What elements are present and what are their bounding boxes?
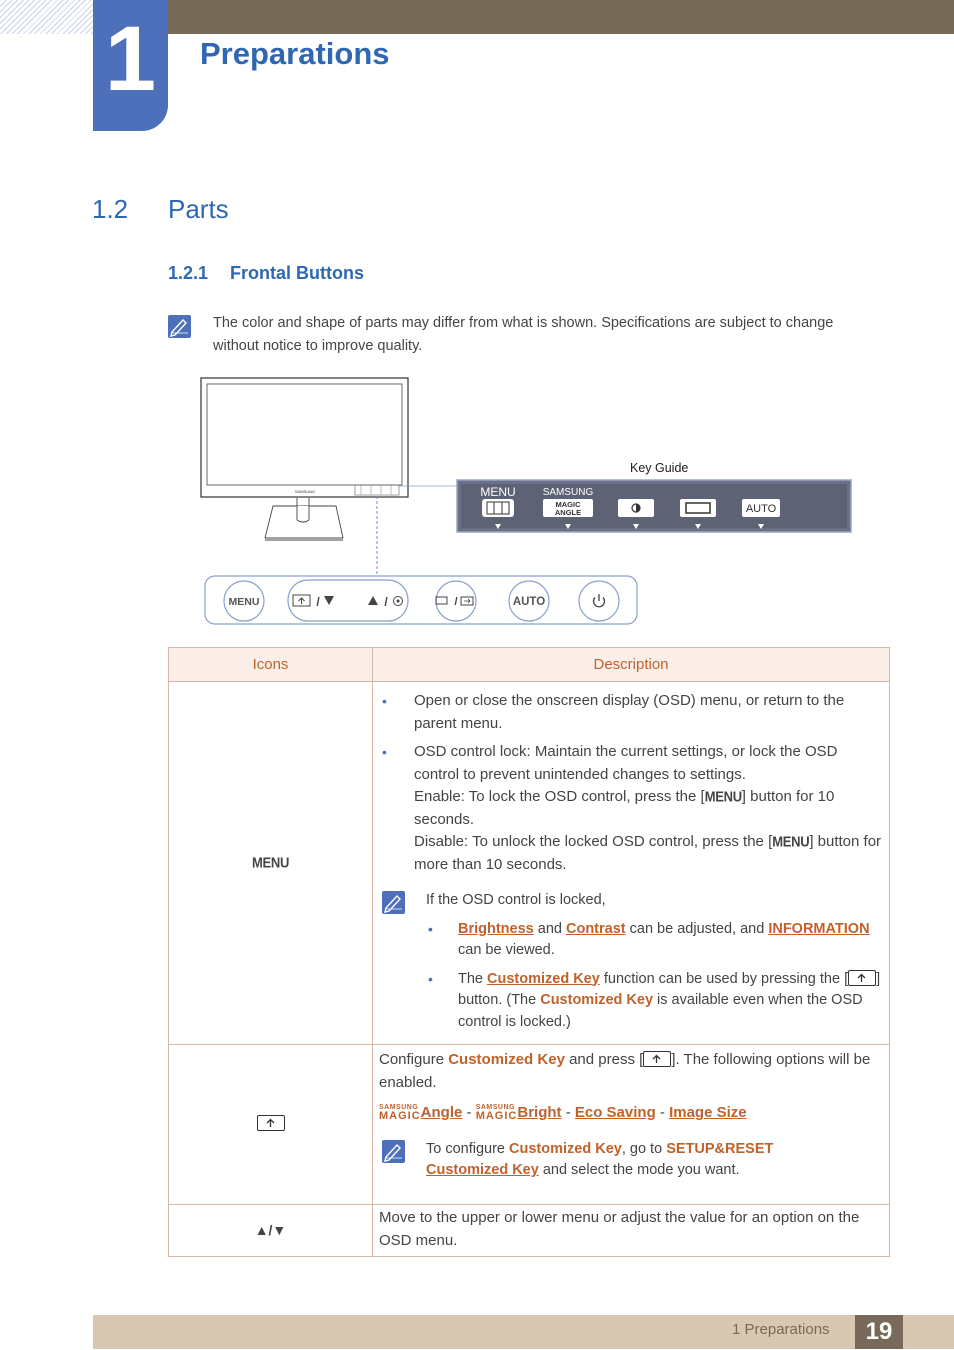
subsection-number: 1.2.1 — [168, 263, 209, 283]
menu-key-icon: MENU — [251, 853, 290, 871]
menu-key-icon: MENU — [772, 832, 810, 851]
image-size-link[interactable]: Image Size — [669, 1104, 747, 1121]
custom-options-list: SAMSUNG MAGIC Angle - SAMSUNG MAGIC Bright - Eco Saving - Image Size — [379, 1104, 747, 1122]
key-guide-menu-label: MENU — [480, 485, 516, 499]
customized-key-link[interactable]: Customized Key — [487, 970, 600, 987]
samsung-magic-logo: SAMSUNG MAGIC — [475, 1104, 518, 1122]
table-header-row — [169, 648, 890, 682]
customized-key-icon — [257, 1115, 285, 1131]
customized-key-icon — [643, 1051, 671, 1067]
section-number: 1.2 — [92, 194, 129, 224]
lock-note-bullet-2: • The Customized Key function can be used by pressing the [ ] button. (The Customized Key is available even when the OSD control is locked.) — [426, 969, 883, 1034]
header-hatch — [0, 0, 93, 34]
lock-note-bullet-1: • Brightness and Contrast can be adjusted, and INFORMATION can be viewed. — [426, 919, 883, 962]
menu-bullet-1: • Open or close the onscreen display (OSD) menu, or return to the parent menu. — [379, 690, 883, 735]
intro-note-text: The color and shape of parts may differ from what is shown. Specifications are subject to change without notice to improve quality. — [213, 315, 834, 354]
header-icons: Icons — [169, 648, 373, 682]
eco-saving-link[interactable]: Eco Saving — [574, 1104, 656, 1121]
note-pencil-icon — [168, 315, 191, 338]
note-pencil-icon — [382, 1140, 405, 1163]
updown-description-cell: Move to the upper or lower menu or adjust the value for an option on the OSD menu. — [373, 1205, 890, 1257]
footer-chapter-label: 1 Preparations — [732, 1321, 830, 1338]
brightness-link[interactable]: Brightness — [458, 920, 534, 937]
chapter-number: 1 — [93, 0, 168, 131]
svg-text:/: / — [316, 595, 320, 609]
monitor-illustration — [201, 378, 408, 540]
customized-key-icon — [848, 970, 876, 986]
key-guide-samsung-label: SAMSUNG — [542, 487, 594, 498]
table-row — [169, 682, 890, 1045]
key-guide-auto-label: AUTO — [745, 503, 777, 515]
front-menu-button-label: MENU — [228, 596, 260, 608]
monitor-figure — [195, 372, 860, 634]
setup-customized-key-link[interactable]: Customized Key — [426, 1162, 539, 1178]
samsung-magic-logo: SAMSUNG MAGIC — [379, 1104, 421, 1122]
chapter-title: Preparations — [200, 36, 390, 71]
key-guide-angle-label: ANGLE — [554, 508, 582, 517]
custom-icon-cell — [169, 1045, 373, 1205]
page-number: 19 — [855, 1315, 903, 1349]
magic-angle-link[interactable]: Angle — [420, 1104, 463, 1121]
menu-bullet-2: • OSD control lock: Maintain the current settings, or lock the OSD control to prevent unintended changes to settings. Enable: To lock the OSD control, press the [MENU] button for 10 seconds. Disable: To unlock the locked OSD control, press the [MENU] button for more than 10 seconds. — [379, 741, 883, 876]
svg-text:/: / — [384, 595, 388, 609]
svg-text:/: / — [454, 596, 458, 608]
custom-config-note: To configure Customized Key, go to SETUP&RESET Customized Key and select the mode you want. — [379, 1139, 883, 1182]
menu-icon-cell — [169, 682, 373, 1045]
header-bar — [168, 0, 954, 34]
key-guide-bar — [457, 480, 851, 532]
front-buttons-panel — [205, 576, 637, 624]
table-row — [169, 1205, 890, 1257]
subsection-title: Frontal Buttons — [230, 263, 364, 283]
updown-icon-cell — [169, 1205, 373, 1257]
menu-lock-note: If the OSD control is locked, • Brightness and Contrast can be adjusted, and INFORMATION can be viewed. • The Customized Key function can be used by pressing the [ ] button. (The Customized Key is available even when the OSD control is locked.) — [379, 890, 883, 1033]
monitor-brand-label: SAMSUNG — [294, 489, 316, 494]
key-guide-magic-label: MAGIC — [555, 500, 581, 509]
up-down-arrow-icon: ▲/▼ — [254, 1221, 287, 1238]
custom-config-text: Configure Customized Key and press [ ]. The following options will be enabled. — [379, 1051, 871, 1091]
note-pencil-icon — [382, 891, 405, 914]
contrast-link[interactable]: Contrast — [566, 920, 626, 937]
front-auto-button-label: AUTO — [512, 596, 546, 608]
section-title: Parts — [168, 194, 229, 224]
custom-description-cell — [373, 1045, 890, 1205]
menu-description-cell — [373, 682, 890, 1045]
parts-table — [168, 647, 890, 1257]
menu-key-icon: MENU — [704, 787, 742, 806]
header-description: Description — [373, 648, 890, 682]
magic-bright-link[interactable]: Bright — [517, 1104, 562, 1121]
table-row — [169, 1045, 890, 1205]
key-guide-label: Key Guide — [630, 461, 689, 475]
information-link[interactable]: INFORMATION — [768, 920, 870, 937]
